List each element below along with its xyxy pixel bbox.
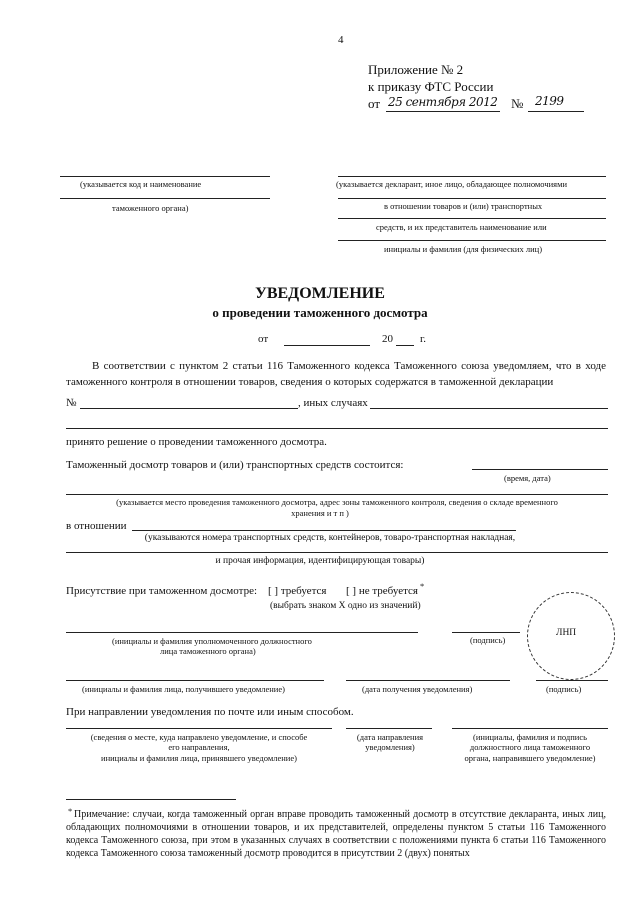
decision-text: принято решение о проведении таможенного досмотра. [66, 436, 327, 448]
mail-info-hint-2: его направления, [168, 742, 230, 752]
received-date-blank [346, 680, 510, 681]
regarding-blank [132, 530, 516, 531]
regarding-label: в отношении [66, 520, 127, 532]
footnote-separator [66, 799, 236, 800]
order-number-line [528, 111, 584, 112]
date-from-label: от [258, 333, 269, 345]
asterisk-mark: * [420, 581, 425, 591]
receiver-hint: (инициалы и фамилия лица, получившего уведомление) [82, 684, 285, 694]
customs-name-line [60, 198, 270, 199]
order-number-handwritten: 2199 [535, 94, 564, 108]
mail-date-hint-1: (дата направления [356, 732, 424, 742]
mail-info-hint-1: (сведения о месте, куда направлено уведомление, и способе [90, 732, 308, 742]
document-title: УВЕДОМЛЕНИЕ [255, 285, 385, 302]
choose-hint: (выбрать знаком Х одно из значений) [270, 601, 421, 611]
officer-blank [66, 632, 418, 633]
other-cases-blank [370, 408, 608, 409]
received-date-hint: (дата получения уведомления) [362, 684, 473, 694]
mail-date-blank [346, 728, 432, 729]
required-checkbox[interactable]: [ ] требуется [268, 585, 327, 597]
declarant-line-3 [338, 218, 606, 219]
mail-officer-hint-2: должностного лица таможенного [469, 742, 591, 752]
not-required-checkbox[interactable]: [ ] не требуется [346, 585, 418, 597]
mail-info-hint-3: инициалы и фамилия лица, принявшего уведомление) [101, 753, 297, 763]
time-date-blank [472, 469, 608, 470]
declarant-hint-3: средств, и их представитель наименование или [376, 222, 547, 232]
order-date-line [386, 111, 500, 112]
order-date-handwritten: 25 сентября 2012 [388, 95, 498, 109]
inspection-text: Таможенный досмотр товаров и (или) транспортных средств состоится: [66, 459, 404, 471]
seal-label: ЛНП [556, 628, 577, 638]
place-hint: (указывается место проведения таможенного досмотра, адрес зоны таможенного контроля, сведения о складе временного [116, 497, 558, 507]
other-cases-label: , иных случаях [298, 397, 368, 409]
mail-officer-hint-1: (инициалы, фамилия и подпись [473, 732, 587, 742]
order-reference: к приказу ФТС России [368, 79, 494, 94]
vehicles-hint: (указываются номера транспортных средств, контейнеров, товаро-транспортная накладная, [144, 533, 516, 543]
declarant-line-2 [338, 198, 606, 199]
mail-officer-blank [452, 728, 608, 729]
customs-code-line [60, 176, 270, 177]
mail-heading: При направлении уведомления по почте или иным способом. [66, 706, 354, 718]
customs-code-hint: (указывается код и наименование [80, 179, 202, 189]
year-prefix: 20 [382, 333, 393, 345]
declaration-no-blank [80, 408, 298, 409]
officer-hint-2: лица таможенного органа) [160, 646, 256, 656]
year-suffix: г. [420, 333, 427, 345]
year-blank [396, 345, 414, 346]
footnote-text: Примечание: случаи, когда таможенный орган вправе проводить таможенный досмотр в отсутствие декларанта, иных лиц, обладающих полномочиями в отношении товаров, и их представителей, определены пунктом 5 статьи 116 Таможенного кодекса Таможенного союза, при этом в указанных случаях в соответствии с положениями пункта 6 статьи 116 Таможенного кодекса Таможенного союза таможенный досмотр проводится в присутствии 2 (двух) понятых [66, 809, 606, 859]
mail-info-blank [66, 728, 332, 729]
intro-paragraph: В соответствии с пунктом 2 статьи 116 Таможенного кодекса Таможенного союза уведомляем, что в ходе таможенного контроля в отношении товаров, сведения о которых содержатся в таможенной декларации [66, 360, 606, 388]
officer-signature-blank [452, 632, 520, 633]
presence-label: Присутствие при таможенном досмотре: [66, 585, 258, 597]
other-cases-blank-2 [66, 428, 608, 429]
officer-hint: (инициалы и фамилия уполномоченного должностного [112, 636, 312, 646]
place-blank [66, 494, 608, 495]
receiver-signature-hint: (подпись) [546, 684, 582, 694]
mail-officer-hint-3: органа, направившего уведомление) [464, 753, 596, 763]
declarant-line-1 [338, 176, 606, 177]
date-prefix: от [368, 96, 381, 111]
time-date-hint: (время, дата) [504, 473, 551, 483]
footnote-mark: * [68, 806, 73, 816]
receiver-blank [66, 680, 324, 681]
vehicles-blank [66, 552, 608, 553]
date-blank [284, 345, 370, 346]
number-prefix: № [511, 96, 524, 111]
customs-name-hint: таможенного органа) [112, 203, 189, 213]
declaration-no-label: № [66, 397, 77, 409]
other-info-hint: и прочая информация, идентифицирующая товары) [215, 556, 425, 566]
appendix-title: Приложение № 2 [368, 62, 464, 77]
officer-signature-hint: (подпись) [470, 635, 506, 645]
mail-date-hint-2: уведомления) [365, 742, 415, 752]
place-hint-2: хранения и т п ) [291, 508, 349, 518]
declarant-hint-4: инициалы и фамилия (для физических лиц) [384, 244, 543, 254]
receiver-signature-blank [536, 680, 608, 681]
page-number: 4 [338, 34, 344, 46]
document-subtitle: о проведении таможенного досмотра [212, 305, 428, 320]
declarant-hint-1: (указывается декларант, иное лицо, обладающее полномочиями [336, 179, 567, 189]
declarant-line-4 [338, 240, 606, 241]
declarant-hint-2: в отношении товаров и (или) транспортных [384, 201, 543, 211]
